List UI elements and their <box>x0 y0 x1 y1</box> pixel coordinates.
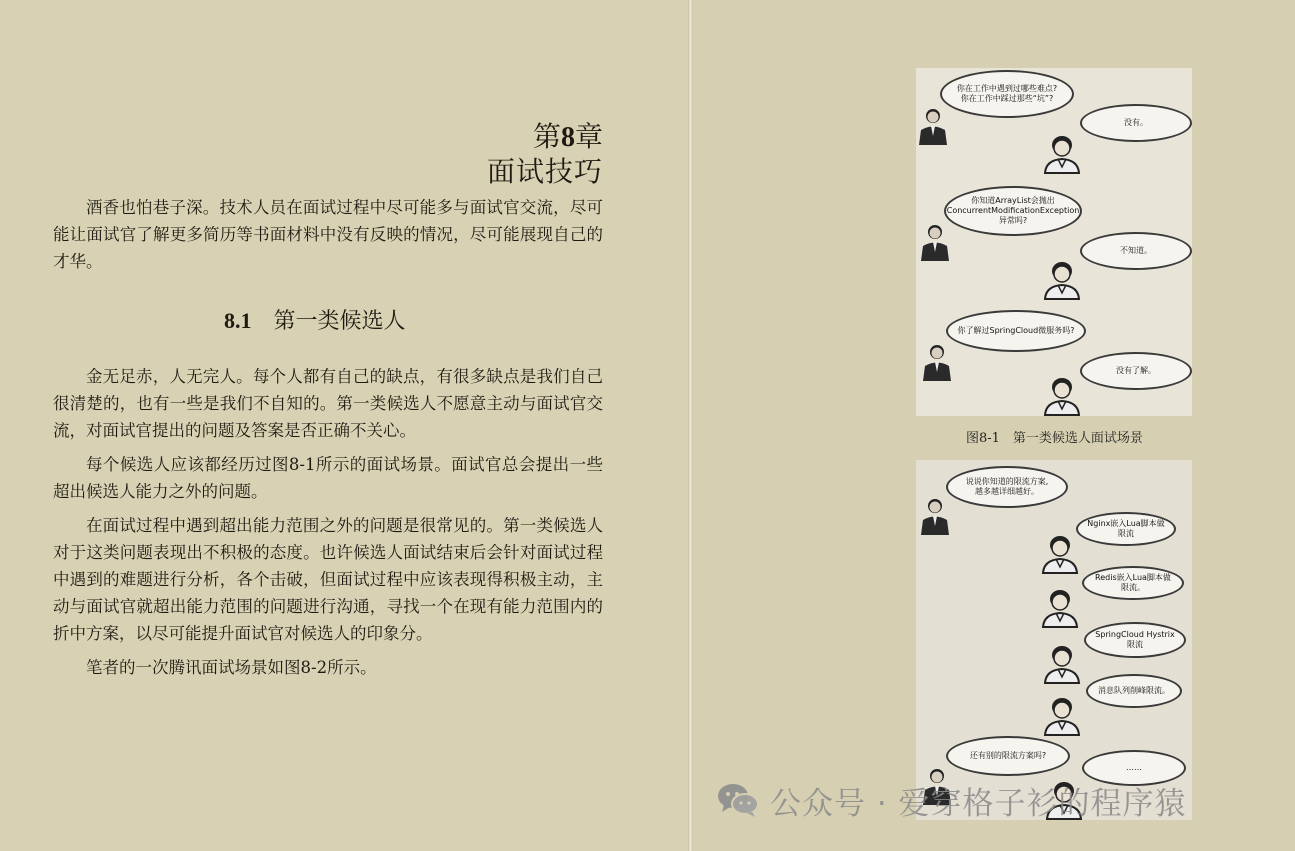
person-casual-icon <box>1042 374 1082 416</box>
person-suit-icon <box>916 104 950 146</box>
body-paragraph: 笔者的一次腾讯面试场景如图8-2所示。 <box>86 658 377 677</box>
figure-caption: 图8-1 第一类候选人面试场景 <box>966 431 1143 446</box>
speech-bubble: 没有。 <box>1080 104 1192 142</box>
person-casual-icon <box>1040 586 1080 628</box>
chapter-number: 第8章 <box>532 120 603 153</box>
speech-bubble: …… <box>1082 750 1186 786</box>
body-paragraph: 金无足赤，人无完人。每个人都有自己的缺点，有很多缺点是我们自己很清楚的，也有一些是我们不自知的。第一类候选人不愿意主动与面试官交流，对面试官提出的问题及答案是否正确不关心。 <box>53 367 603 440</box>
speech-bubble: 你了解过SpringCloud微服务吗? <box>946 310 1086 352</box>
speech-bubble: 你在工作中遇到过哪些难点? 你在工作中踩过那些“坑”? <box>940 70 1074 118</box>
speech-bubble: 说说你知道的限流方案, 越多越详细越好。 <box>946 466 1068 508</box>
watermark <box>716 778 1187 822</box>
speech-bubble: SpringCloud Hystrix限流 <box>1084 622 1186 658</box>
speech-bubble: Nginx嵌入Lua脚本做限流 <box>1076 512 1176 546</box>
speech-bubble: Redis嵌入Lua脚本做限流。 <box>1082 566 1184 600</box>
figure-8-2 <box>916 460 1192 820</box>
person-casual-icon <box>1042 132 1082 174</box>
section-heading: 8.1 第一类候选人 <box>224 308 406 334</box>
body-paragraph: 每个候选人应该都经历过图8-1所示的面试场景。面试官总会提出一些超出候选人能力之外的问题。 <box>53 455 603 501</box>
chapter-title: 面试技巧 <box>486 155 603 188</box>
person-suit-icon <box>920 340 954 382</box>
speech-bubble: 你知道ArrayList会抛出 ConcurrentModificationException 异常吗? <box>944 186 1082 236</box>
person-casual-icon <box>1042 258 1082 300</box>
figure-8-1 <box>916 68 1192 416</box>
speech-bubble: 消息队列削峰限流。 <box>1086 674 1182 708</box>
person-casual-icon <box>1042 642 1082 684</box>
wechat-icon <box>716 781 760 819</box>
speech-bubble: 还有别的限流方案吗? <box>946 736 1070 776</box>
body-paragraph: 在面试过程中遇到超出能力范围之外的问题是很常见的。第一类候选人对于这类问题表现出不积极的态度。也许候选人面试结束后会针对面试过程中遇到的难题进行分析，各个击破，但面试过程中应该表现得积极主动，主动与面试官就超出能力范围的问题进行沟通，寻找一个在现有能力范围内的折中方案，以尽可能提升面试官对候选人的印象分。 <box>53 516 603 643</box>
person-casual-icon <box>1040 532 1080 574</box>
speech-bubble: 没有了解。 <box>1080 352 1192 390</box>
intro-paragraph: 酒香也怕巷子深。技术人员在面试过程中尽可能多与面试官交流，尽可能让面试官了解更多简历等书面材料中没有反映的情况，尽可能展现自己的才华。 <box>53 198 603 271</box>
person-suit-icon <box>918 494 952 536</box>
person-casual-icon <box>1042 694 1082 736</box>
speech-bubble: 不知道。 <box>1080 232 1192 270</box>
watermark-text: 公众号 · 爱穿格子衫的程序猿 <box>770 785 1187 822</box>
person-suit-icon <box>918 220 952 262</box>
